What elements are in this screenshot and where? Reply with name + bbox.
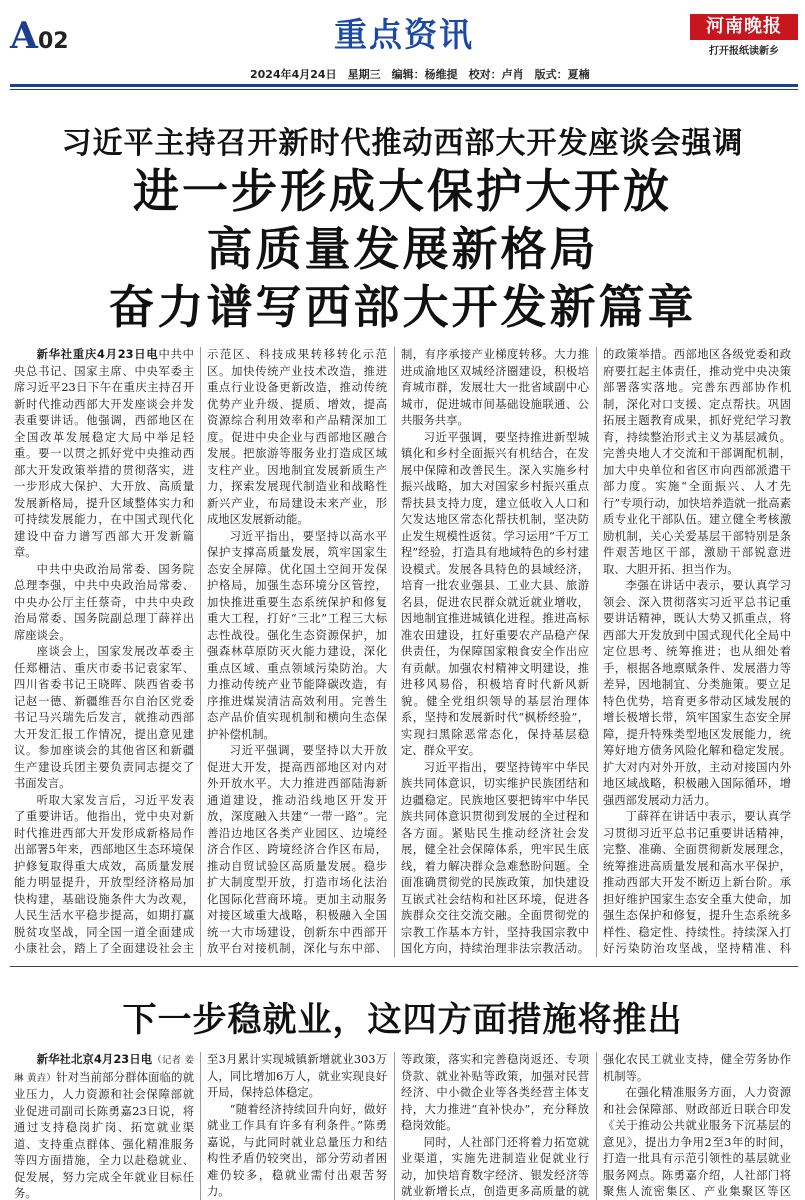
newspaper-logo: 河南晚报 [690,14,798,40]
article2-byline: （记者 姜琳 黄垚） [14,1055,194,1084]
headline-line-2: 高质量发展新格局 [206,222,599,276]
paragraph: 在强化精准服务方面，人力资源和社会保障部、财政部近日联合印发《关于推动公共就业服务下沉基层的意见》，提出力争用2至3年的时间，打造一批具有示范引领性的基层就业服务网点。陈勇嘉介绍，人社部门将聚焦人流密集区、产业集聚区等区 [603,1086,791,1198]
paragraph: 等政策，落实和完善稳岗返还、专项贷款、就业补贴等政策，加强对民营经济、中小微企业等各类经营主体支持，大力推进“直补快办”，充分释放稳岗效能。 [401,1053,589,1132]
article1-column-4 [603,347,791,959]
page-number [10,15,69,60]
article2-dateline: 新华社北京4月23日电 [36,1053,153,1066]
paragraph: 习近平指出，要坚持铸牢中华民族共同体意识，切实维护民族团结和边疆稳定。民族地区要把铸牢中华民族共同体意识贯彻到发展的全过程和各方面。紧贴民生推动经济社会发展，健全社会保障体系，兜牢民生底线，着力解决群众急难愁盼问题。全面准确贯彻党的民族政策，加快建设互嵌式社会结构和社区环境，促进各族群众交往交流交融。全面贯彻党的宗教工作基本方针，坚持我国宗教中国化方向，持续治理非法宗教活动。 [401,760,589,955]
paragraph: 针对当前部分群体面临的就业压力，人力资源和社会保障部就业促进司副司长陈勇嘉23日说，将通过支持稳岗扩岗、拓宽就业渠道、支持重点群体、强化精准服务等四方面措施，全力以赴稳就业、促发展，努力完成全年就业目标任务。 [14,1070,194,1200]
article-separator [10,966,798,967]
paragraph: 丁薛祥在讲话中表示，要认真学习贯彻习近平总书记重要讲话精神，完整、准确、全面贯彻新发展理念，统筹推进高质量发展和高水平保护，推动西部大开发不断迈上新台阶。承担好维护国家生态安全重大使命，加强生态保护和修复，提升生态系统多样性、稳定性、持续性。持续深入打好污染防治攻坚战，坚持精准、科 [603,810,791,955]
column-divider [200,1052,201,1200]
newspaper-slogan: 打开报纸读新乡 [709,46,779,57]
paragraph: 强化农民工就业支持，健全劳务协作机制等。 [603,1053,791,1083]
paragraph: 李强在讲话中表示，要认真学习领会、深入贯彻落实习近平总书记重要讲话精神，既认大势又抓重点，将西部大开发放到中国式现代化全局中定位思考、统筹推进；也从细处着手，根据各地禀赋条件、发展潜力等差异，因地制宜、分类施策。要立足特色优势，培育更多带动区域发展的增长极增长带，筑牢国家生态安全屏障，提升特殊类型地区发展能力，统筹好地方债务风险化解和稳定发展。扩大对内对外开放，主动对接国内外地区域战略，积极融入国际循环，增强西部发展动力活力。 [603,579,791,807]
article1-column-1 [14,347,194,959]
article2-column-1 [14,1052,194,1200]
paragraph: 听取大家发言后，习近平发表了重要讲话。他指出，党中央对新时代推进西部大开发形成新格局作出部署5年来，西部地区生态环境保护修复取得重大成效，高质量发展能力明显提升，开放型经济格局加快构建，基础设施条件大为改观，人民生活水平稳步提高，如期打赢脱贫攻坚战，同全国一道全面建成小康社会，踏上了全面建设社会主 [14,793,194,955]
article1-column-2 [207,347,387,959]
page-number-digits: 02 [37,29,69,54]
article2-column-3 [401,1052,589,1200]
paragraph: 至3月累计实现城镇新增就业303万人，同比增加6万人，就业实现良好开局，保持总体稳定。 [207,1053,387,1099]
headline-line-1: 进一步形成大保护大开放 [133,164,672,218]
page-letter: A [10,15,38,57]
masthead-rule [10,84,798,87]
column-divider [394,1052,395,1200]
paragraph: 习近平指出，要坚持以高水平保护支撑高质量发展，筑牢国家生态安全屏障。优化国土空间开发保护格局，加强生态环境分区管控，加快推进重要生态系统保护和修复重大工程，打好“三北”工程三大标志性战役。强化生态资源保护，加强森林草原防灭火能力建设，深化重点区域、重点领域污染防治。大力推动传统产业节能降碳改造，有序推进煤炭清洁高效利用。完善生态产品价值实现机制和横向生态保护补偿机制。 [207,529,387,741]
headline-line-3: 奋力谱写西部大开发新篇章 [108,280,697,334]
paragraph: 习近平强调，要坚持以大开放促进大开发，提高西部地区对内对外开放水平。大力推进西部陆海新通道建设，推动沿线地区开发开放，深度融入共建“一带一路”。完善沿边地区各类产业园区、边境经济合作区、跨境经济合作区布局，推动自贸试验区高质量发展。稳步扩大制度型开放，打造市场化法治化国际化营商环境。更加主动服务对接区域重大战略，积极融入全国统一大市场建设，创新东中西部开放平台对接机制，深化与东中部、 [207,744,387,955]
article1-dateline: 新华社重庆4月23日电 [36,348,159,361]
article-kicker: 习近平主持召开新时代推动西部大开发座谈会强调 [61,126,744,161]
paragraph: 座谈会上，国家发展改革委主任郑栅洁、重庆市委书记袁家军、四川省委书记王晓晖、陕西省委书记赵一德、新疆维吾尔自治区党委书记马兴瑞先后发言，就推动西部大开发汇报工作情况，提出意见建议。参加座谈会的其他省区和新疆生产建设兵团主要负责同志提交了书面发言。 [14,645,194,790]
column-divider [596,347,597,957]
article2-column-4 [603,1052,791,1200]
paragraph: 同时，人社部门还将着力拓宽就业渠道，实施先进制造业促就业行动，加快培育数字经济、银发经济等就业新增长点，创造更多高质量的就 [401,1135,589,1198]
article2-headline: 下一步稳就业，这四方面措施将推出 [122,1000,683,1040]
article2-column-2 [207,1052,387,1200]
column-divider [394,347,395,957]
paragraph: 示范区、科技成果转移转化示范区。加快传统产业技术改造，推进重点行业设备更新改造，推动传统优势产业升级、提质、增效，提高资源综合利用效率和产品精深加工度。促进中央企业与西部地区融合发展。把旅游等服务业打造成区域支柱产业。因地制宜发展新质生产力，探索发展现代制造业和战略性新兴产业，布局建设未来产业，形成地区发展新动能。 [207,348,387,526]
paragraph: “随着经济持续回升向好，做好就业工作具有许多有利条件。”陈勇嘉说，与此同时就业总量压力和结构性矛盾仍较突出，部分劳动者困难仍较多，稳就业需付出艰苦努力。 [207,1102,387,1198]
column-divider [200,347,201,957]
issue-info: 2024年4月24日 星期三 编辑：杨维提 校对：卢肖 版式：夏楠 [250,68,590,81]
paragraph: 的政策举措。西部地区各级党委和政府要扛起主体责任，推动党中央决策部署落实落地。完善东西部协作机制，深化对口支援、定点帮扶。巩固拓展主题教育成果，抓好党纪学习教育，持续整治形式主义为基层减负。完善央地人才交流和干部调配机制，加大中央单位和省区市向西部派遣干部力度。实施“全面振兴、人才先行”专项行动，加快培养造就一批高素质专业化干部队伍。建立健全考核激励机制，关心关爱基层干部特别是条件艰苦地区干部，激励干部锐意进取、大胆开拓、担当作为。 [603,348,791,576]
paragraph: 制，有序承接产业梯度转移。大力推进成渝地区双城经济圈建设，积极培育城市群，发展壮大一批省域副中心城市，促进城市间基础设施联通、公共服务共享。 [401,348,589,427]
article1-column-3 [401,347,589,959]
masthead-rule-thin [10,89,798,90]
paragraph: 习近平强调，要坚持推进新型城镇化和乡村全面振兴有机结合，在发展中保障和改善民生。深入实施乡村振兴战略，加大对国家乡村振兴重点帮扶县支持力度，建立低收入人口和欠发达地区常态化帮扶机制，坚决防止发生规模性返贫。学习运用“千万工程”经验，打造具有地域特色的乡村建设模式。发展各具特色的县域经济，培育一批农业强县、工业大县、旅游名县，促进农民群众就近就业增收，因地制宜推进城镇化进程。推进高标准农田建设，扛好重要农产品稳产保供责任，为保障国家粮食安全作出应有贡献。加强农村精神文明建设，推进移风易俗，积极培育时代新风新貌。健全党组织领导的基层治理体系，坚持和发展新时代“枫桥经验”，实现扫黑除恶常态化，保持基层稳定、群众平安。 [401,430,589,757]
column-divider [596,1052,597,1200]
section-title: 重点资讯 [334,15,474,54]
paragraph: 中共中央总书记、国家主席、中央军委主席习近平23日下午在重庆主持召开新时代推动西部大开发座谈会并发表重要讲话。他强调，西部地区在全国改革发展稳定大局中举足轻重。要一以贯之抓好党中央推动西部大开发政策举措的贯彻落实，进一步形成大保护、大开放、高质量发展新格局，提升区域整体实力和可持续发展能力，在中国式现代化建设中奋力谱写西部大开发新篇章。 [14,348,194,559]
paragraph: 中共中央政治局常委、国务院总理李强，中共中央政治局常委、中央办公厅主任蔡奇，中共中央政治局常委、国务院副总理丁薛祥出席座谈会。 [14,562,194,642]
